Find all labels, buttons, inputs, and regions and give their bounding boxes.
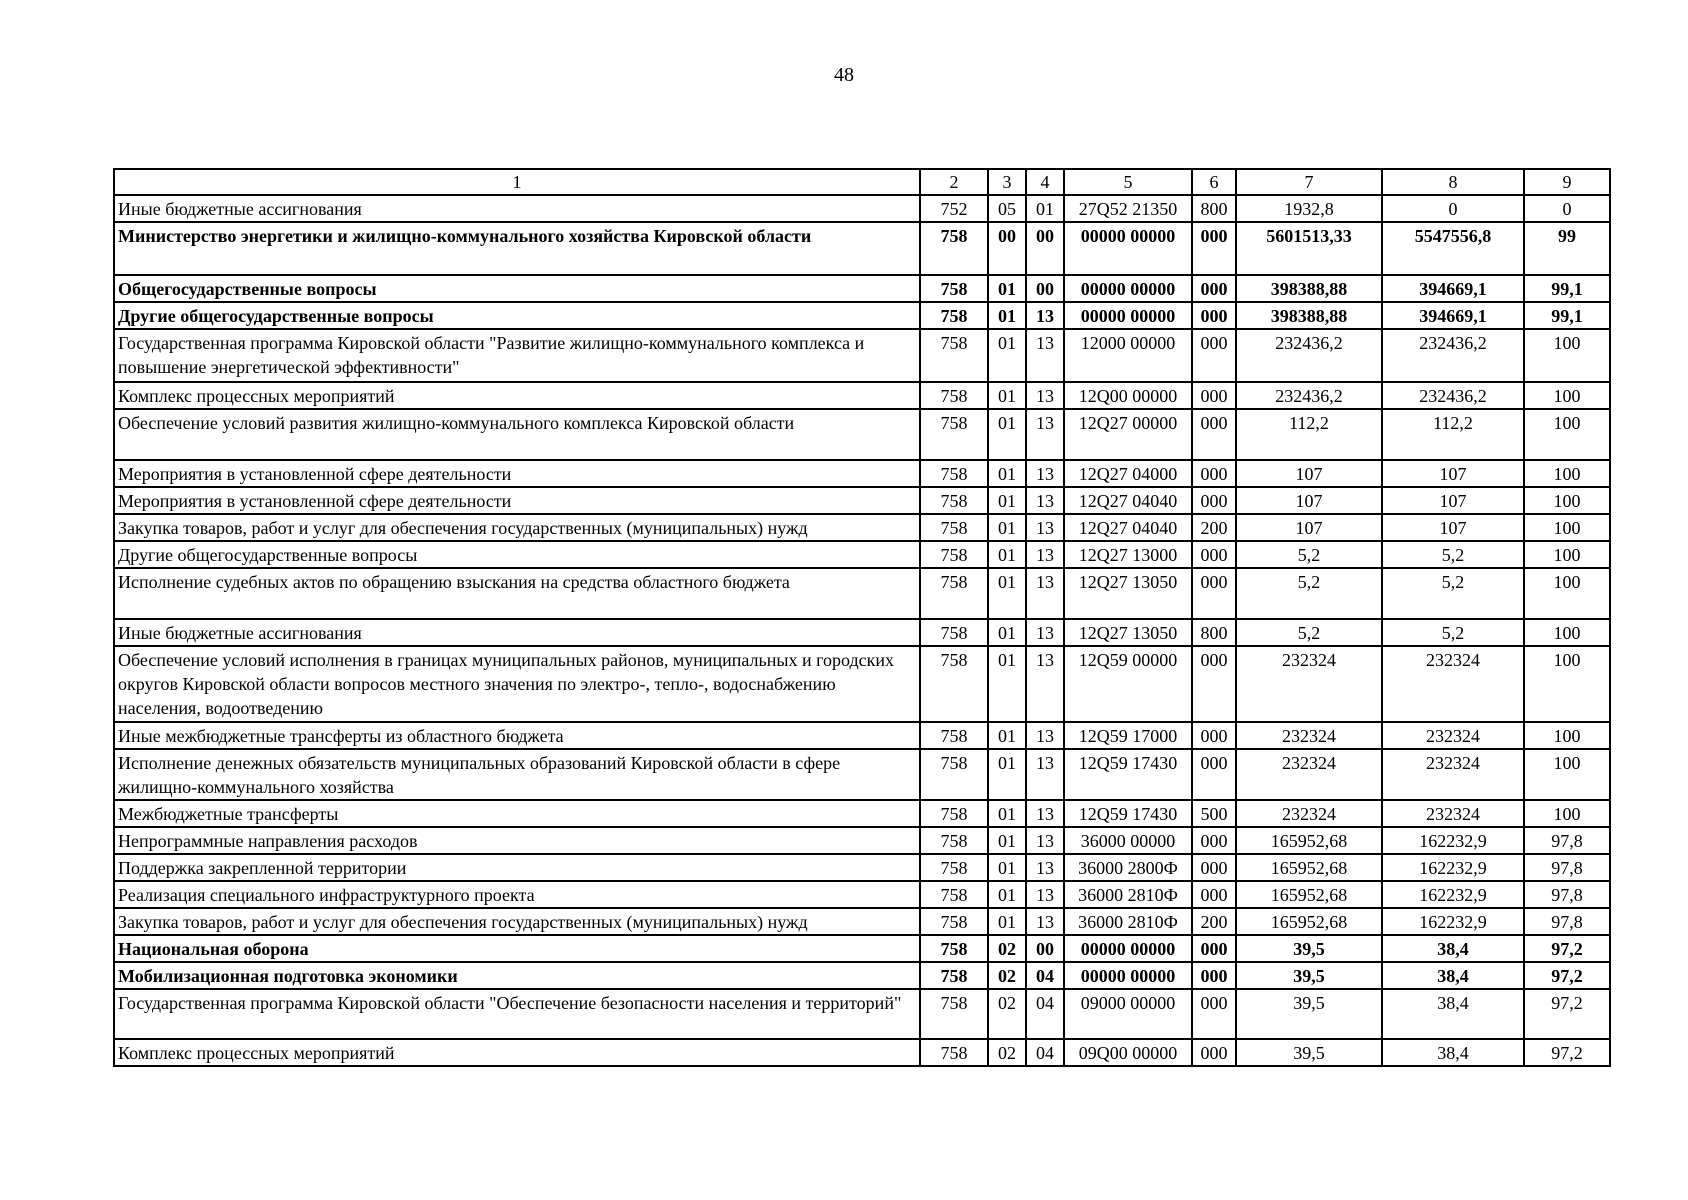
- row-name-cell: Иные бюджетные ассигнования: [114, 619, 920, 646]
- header-col-9: 9: [1524, 169, 1610, 195]
- row-subsection-cell: 13: [1026, 908, 1064, 935]
- row-admin-code-cell: 758: [920, 1039, 988, 1066]
- table-row: [114, 514, 1610, 541]
- row-name-cell: Обеспечение условий исполнения в границах муниципальных районов, муниципальных и городских округов Кировской области вопросов местного значения по электро-, тепло-, водоснабжению населения, водоотведению: [114, 646, 920, 722]
- row-target-article-cell: 00000 00000: [1064, 962, 1192, 989]
- row-admin-code-cell: 752: [920, 195, 988, 222]
- row-expense-type-cell: 000: [1192, 302, 1236, 329]
- row-percent-cell: 99: [1524, 222, 1610, 275]
- row-section-cell: 01: [988, 619, 1026, 646]
- row-target-article-cell: 12Q27 04040: [1064, 514, 1192, 541]
- table-row: [114, 460, 1610, 487]
- row-name-cell: Общегосударственные вопросы: [114, 275, 920, 302]
- row-expense-type-cell: 000: [1192, 409, 1236, 460]
- table-row: [114, 854, 1610, 881]
- row-executed-cell: 232324: [1382, 800, 1524, 827]
- row-name-cell: Комплекс процессных мероприятий: [114, 1039, 920, 1066]
- row-subsection-cell: 00: [1026, 935, 1064, 962]
- header-col-6: 6: [1192, 169, 1236, 195]
- row-expense-type-cell: 000: [1192, 222, 1236, 275]
- row-subsection-cell: 13: [1026, 827, 1064, 854]
- row-section-cell: 01: [988, 749, 1026, 800]
- row-name-cell: Другие общегосударственные вопросы: [114, 302, 920, 329]
- row-target-article-cell: 12Q27 00000: [1064, 409, 1192, 460]
- row-executed-cell: 107: [1382, 487, 1524, 514]
- row-percent-cell: 97,2: [1524, 989, 1610, 1039]
- row-admin-code-cell: 758: [920, 302, 988, 329]
- row-name-cell: Государственная программа Кировской области "Обеспечение безопасности населения и территорий": [114, 989, 920, 1039]
- row-section-cell: 01: [988, 568, 1026, 619]
- row-percent-cell: 97,2: [1524, 1039, 1610, 1066]
- row-percent-cell: 97,8: [1524, 854, 1610, 881]
- row-executed-cell: 394669,1: [1382, 302, 1524, 329]
- row-expense-type-cell: 000: [1192, 568, 1236, 619]
- header-col-4: 4: [1026, 169, 1064, 195]
- row-percent-cell: 97,8: [1524, 881, 1610, 908]
- row-planned-cell: 107: [1236, 514, 1382, 541]
- row-name-cell: Закупка товаров, работ и услуг для обеспечения государственных (муниципальных) нужд: [114, 514, 920, 541]
- row-admin-code-cell: 758: [920, 409, 988, 460]
- row-percent-cell: 100: [1524, 487, 1610, 514]
- row-name-cell: Иные межбюджетные трансферты из областного бюджета: [114, 722, 920, 749]
- row-subsection-cell: 13: [1026, 646, 1064, 722]
- row-percent-cell: 100: [1524, 460, 1610, 487]
- row-planned-cell: 232324: [1236, 800, 1382, 827]
- table-row: [114, 800, 1610, 827]
- row-planned-cell: 232324: [1236, 722, 1382, 749]
- row-name-cell: Реализация специального инфраструктурного проекта: [114, 881, 920, 908]
- row-planned-cell: 232436,2: [1236, 329, 1382, 382]
- row-percent-cell: 100: [1524, 619, 1610, 646]
- row-subsection-cell: 13: [1026, 854, 1064, 881]
- row-admin-code-cell: 758: [920, 646, 988, 722]
- row-subsection-cell: 04: [1026, 989, 1064, 1039]
- row-percent-cell: 100: [1524, 409, 1610, 460]
- table-row: [114, 749, 1610, 800]
- row-subsection-cell: 13: [1026, 881, 1064, 908]
- row-planned-cell: 232436,2: [1236, 382, 1382, 409]
- row-planned-cell: 107: [1236, 460, 1382, 487]
- row-percent-cell: 100: [1524, 382, 1610, 409]
- row-executed-cell: 5,2: [1382, 619, 1524, 646]
- table-row: [114, 962, 1610, 989]
- table-row: [114, 722, 1610, 749]
- row-planned-cell: 39,5: [1236, 935, 1382, 962]
- row-planned-cell: 5601513,33: [1236, 222, 1382, 275]
- row-expense-type-cell: 800: [1192, 195, 1236, 222]
- row-section-cell: 01: [988, 382, 1026, 409]
- row-section-cell: 01: [988, 460, 1026, 487]
- row-admin-code-cell: 758: [920, 722, 988, 749]
- row-subsection-cell: 13: [1026, 568, 1064, 619]
- row-target-article-cell: 12Q27 04040: [1064, 487, 1192, 514]
- row-expense-type-cell: 000: [1192, 749, 1236, 800]
- row-name-cell: Мобилизационная подготовка экономики: [114, 962, 920, 989]
- row-executed-cell: 394669,1: [1382, 275, 1524, 302]
- row-planned-cell: 165952,68: [1236, 908, 1382, 935]
- table-row: [114, 275, 1610, 302]
- row-section-cell: 02: [988, 989, 1026, 1039]
- row-target-article-cell: 00000 00000: [1064, 275, 1192, 302]
- row-target-article-cell: 12Q27 04000: [1064, 460, 1192, 487]
- row-admin-code-cell: 758: [920, 854, 988, 881]
- table-row: [114, 195, 1610, 222]
- row-percent-cell: 100: [1524, 646, 1610, 722]
- row-executed-cell: 232324: [1382, 646, 1524, 722]
- row-expense-type-cell: 000: [1192, 275, 1236, 302]
- row-expense-type-cell: 800: [1192, 619, 1236, 646]
- row-executed-cell: 112,2: [1382, 409, 1524, 460]
- row-executed-cell: 162232,9: [1382, 908, 1524, 935]
- table-row: [114, 329, 1610, 382]
- row-expense-type-cell: 000: [1192, 460, 1236, 487]
- row-subsection-cell: 13: [1026, 487, 1064, 514]
- row-executed-cell: 232324: [1382, 749, 1524, 800]
- row-name-cell: Иные бюджетные ассигнования: [114, 195, 920, 222]
- row-subsection-cell: 01: [1026, 195, 1064, 222]
- row-section-cell: 02: [988, 935, 1026, 962]
- row-planned-cell: 398388,88: [1236, 302, 1382, 329]
- row-executed-cell: 38,4: [1382, 989, 1524, 1039]
- row-admin-code-cell: 758: [920, 935, 988, 962]
- header-col-3: 3: [988, 169, 1026, 195]
- table-row: [114, 568, 1610, 619]
- row-subsection-cell: 13: [1026, 541, 1064, 568]
- row-expense-type-cell: 000: [1192, 827, 1236, 854]
- row-subsection-cell: 13: [1026, 382, 1064, 409]
- row-expense-type-cell: 200: [1192, 514, 1236, 541]
- row-executed-cell: 38,4: [1382, 935, 1524, 962]
- row-executed-cell: 162232,9: [1382, 881, 1524, 908]
- row-expense-type-cell: 000: [1192, 1039, 1236, 1066]
- row-section-cell: 01: [988, 881, 1026, 908]
- row-executed-cell: 0: [1382, 195, 1524, 222]
- table-row: [114, 935, 1610, 962]
- table-row: [114, 382, 1610, 409]
- row-name-cell: Непрограммные направления расходов: [114, 827, 920, 854]
- table-row: [114, 989, 1610, 1039]
- row-expense-type-cell: 000: [1192, 989, 1236, 1039]
- header-row: [114, 169, 1610, 195]
- row-section-cell: 00: [988, 222, 1026, 275]
- row-target-article-cell: 27Q52 21350: [1064, 195, 1192, 222]
- row-target-article-cell: 12Q59 17000: [1064, 722, 1192, 749]
- row-admin-code-cell: 758: [920, 568, 988, 619]
- row-admin-code-cell: 758: [920, 619, 988, 646]
- row-name-cell: Исполнение денежных обязательств муниципальных образований Кировской области в сфере жилищно-коммунального хозяйства: [114, 749, 920, 800]
- row-target-article-cell: 12Q59 00000: [1064, 646, 1192, 722]
- row-name-cell: Государственная программа Кировской области "Развитие жилищно-коммунального комплекса и повышение энергетической эффективности": [114, 329, 920, 382]
- row-admin-code-cell: 758: [920, 827, 988, 854]
- row-admin-code-cell: 758: [920, 989, 988, 1039]
- row-expense-type-cell: 000: [1192, 382, 1236, 409]
- row-target-article-cell: 12000 00000: [1064, 329, 1192, 382]
- row-admin-code-cell: 758: [920, 329, 988, 382]
- header-col-2: 2: [920, 169, 988, 195]
- row-planned-cell: 39,5: [1236, 1039, 1382, 1066]
- budget-table: [113, 168, 1611, 1067]
- row-target-article-cell: 36000 2810Ф: [1064, 908, 1192, 935]
- header-col-8: 8: [1382, 169, 1524, 195]
- row-name-cell: Мероприятия в установленной сфере деятельности: [114, 460, 920, 487]
- header-col-1: 1: [114, 169, 920, 195]
- row-target-article-cell: 36000 2810Ф: [1064, 881, 1192, 908]
- row-executed-cell: 232436,2: [1382, 329, 1524, 382]
- row-executed-cell: 107: [1382, 514, 1524, 541]
- row-expense-type-cell: 200: [1192, 908, 1236, 935]
- row-expense-type-cell: 000: [1192, 646, 1236, 722]
- row-planned-cell: 5,2: [1236, 541, 1382, 568]
- row-subsection-cell: 13: [1026, 619, 1064, 646]
- row-subsection-cell: 00: [1026, 275, 1064, 302]
- row-target-article-cell: 12Q59 17430: [1064, 800, 1192, 827]
- row-planned-cell: 112,2: [1236, 409, 1382, 460]
- header-col-5: 5: [1064, 169, 1192, 195]
- row-admin-code-cell: 758: [920, 487, 988, 514]
- row-target-article-cell: 12Q27 13050: [1064, 568, 1192, 619]
- row-expense-type-cell: 000: [1192, 881, 1236, 908]
- row-expense-type-cell: 000: [1192, 722, 1236, 749]
- row-executed-cell: 38,4: [1382, 1039, 1524, 1066]
- row-expense-type-cell: 000: [1192, 541, 1236, 568]
- row-name-cell: Закупка товаров, работ и услуг для обеспечения государственных (муниципальных) нужд: [114, 908, 920, 935]
- row-subsection-cell: 13: [1026, 722, 1064, 749]
- row-admin-code-cell: 758: [920, 908, 988, 935]
- row-percent-cell: 97,8: [1524, 908, 1610, 935]
- row-name-cell: Комплекс процессных мероприятий: [114, 382, 920, 409]
- row-name-cell: Министерство энергетики и жилищно-коммунального хозяйства Кировской области: [114, 222, 920, 275]
- row-target-article-cell: 12Q00 00000: [1064, 382, 1192, 409]
- page-number: 48: [834, 64, 854, 86]
- table-row: [114, 302, 1610, 329]
- row-executed-cell: 162232,9: [1382, 827, 1524, 854]
- row-percent-cell: 100: [1524, 800, 1610, 827]
- row-planned-cell: 39,5: [1236, 962, 1382, 989]
- row-executed-cell: 232436,2: [1382, 382, 1524, 409]
- row-planned-cell: 165952,68: [1236, 827, 1382, 854]
- row-admin-code-cell: 758: [920, 541, 988, 568]
- row-name-cell: Другие общегосударственные вопросы: [114, 541, 920, 568]
- row-planned-cell: 5,2: [1236, 568, 1382, 619]
- row-subsection-cell: 13: [1026, 302, 1064, 329]
- row-expense-type-cell: 500: [1192, 800, 1236, 827]
- row-planned-cell: 1932,8: [1236, 195, 1382, 222]
- row-percent-cell: 100: [1524, 514, 1610, 541]
- table-body: [114, 195, 1610, 1066]
- row-subsection-cell: 13: [1026, 460, 1064, 487]
- row-target-article-cell: 12Q59 17430: [1064, 749, 1192, 800]
- row-subsection-cell: 13: [1026, 749, 1064, 800]
- row-name-cell: Обеспечение условий развития жилищно-коммунального комплекса Кировской области: [114, 409, 920, 460]
- row-percent-cell: 97,2: [1524, 935, 1610, 962]
- row-percent-cell: 99,1: [1524, 302, 1610, 329]
- row-target-article-cell: 12Q27 13000: [1064, 541, 1192, 568]
- row-admin-code-cell: 758: [920, 275, 988, 302]
- row-section-cell: 05: [988, 195, 1026, 222]
- row-executed-cell: 162232,9: [1382, 854, 1524, 881]
- row-percent-cell: 100: [1524, 722, 1610, 749]
- row-section-cell: 01: [988, 409, 1026, 460]
- row-percent-cell: 0: [1524, 195, 1610, 222]
- row-admin-code-cell: 758: [920, 222, 988, 275]
- row-name-cell: Поддержка закрепленной территории: [114, 854, 920, 881]
- row-admin-code-cell: 758: [920, 382, 988, 409]
- row-section-cell: 01: [988, 302, 1026, 329]
- table-row: [114, 908, 1610, 935]
- row-executed-cell: 5,2: [1382, 541, 1524, 568]
- row-executed-cell: 38,4: [1382, 962, 1524, 989]
- row-executed-cell: 5547556,8: [1382, 222, 1524, 275]
- row-subsection-cell: 13: [1026, 329, 1064, 382]
- row-planned-cell: 398388,88: [1236, 275, 1382, 302]
- row-section-cell: 01: [988, 514, 1026, 541]
- row-section-cell: 02: [988, 962, 1026, 989]
- row-planned-cell: 165952,68: [1236, 881, 1382, 908]
- row-percent-cell: 100: [1524, 568, 1610, 619]
- row-expense-type-cell: 000: [1192, 854, 1236, 881]
- row-section-cell: 01: [988, 487, 1026, 514]
- row-planned-cell: 232324: [1236, 646, 1382, 722]
- row-section-cell: 01: [988, 722, 1026, 749]
- table-row: [114, 222, 1610, 275]
- row-section-cell: 01: [988, 329, 1026, 382]
- table-row: [114, 619, 1610, 646]
- table-row: [114, 487, 1610, 514]
- table-row: [114, 881, 1610, 908]
- row-planned-cell: 5,2: [1236, 619, 1382, 646]
- row-name-cell: Мероприятия в установленной сфере деятельности: [114, 487, 920, 514]
- row-subsection-cell: 00: [1026, 222, 1064, 275]
- row-admin-code-cell: 758: [920, 514, 988, 541]
- row-subsection-cell: 04: [1026, 962, 1064, 989]
- table-row: [114, 541, 1610, 568]
- row-target-article-cell: 00000 00000: [1064, 222, 1192, 275]
- row-expense-type-cell: 000: [1192, 487, 1236, 514]
- row-subsection-cell: 13: [1026, 800, 1064, 827]
- row-target-article-cell: 00000 00000: [1064, 302, 1192, 329]
- row-admin-code-cell: 758: [920, 881, 988, 908]
- row-target-article-cell: 09000 00000: [1064, 989, 1192, 1039]
- row-target-article-cell: 09Q00 00000: [1064, 1039, 1192, 1066]
- row-executed-cell: 232324: [1382, 722, 1524, 749]
- row-target-article-cell: 00000 00000: [1064, 935, 1192, 962]
- row-percent-cell: 100: [1524, 749, 1610, 800]
- row-executed-cell: 107: [1382, 460, 1524, 487]
- row-admin-code-cell: 758: [920, 800, 988, 827]
- row-section-cell: 01: [988, 541, 1026, 568]
- row-expense-type-cell: 000: [1192, 935, 1236, 962]
- row-name-cell: Национальная оборона: [114, 935, 920, 962]
- row-admin-code-cell: 758: [920, 962, 988, 989]
- table-row: [114, 409, 1610, 460]
- row-target-article-cell: 36000 2800Ф: [1064, 854, 1192, 881]
- row-planned-cell: 107: [1236, 487, 1382, 514]
- row-percent-cell: 100: [1524, 329, 1610, 382]
- row-subsection-cell: 04: [1026, 1039, 1064, 1066]
- table-row: [114, 827, 1610, 854]
- header-col-7: 7: [1236, 169, 1382, 195]
- row-percent-cell: 100: [1524, 541, 1610, 568]
- row-expense-type-cell: 000: [1192, 329, 1236, 382]
- row-section-cell: 01: [988, 275, 1026, 302]
- row-section-cell: 01: [988, 854, 1026, 881]
- row-target-article-cell: 36000 00000: [1064, 827, 1192, 854]
- row-planned-cell: 165952,68: [1236, 854, 1382, 881]
- table-row: [114, 646, 1610, 722]
- row-planned-cell: 39,5: [1236, 989, 1382, 1039]
- row-percent-cell: 97,8: [1524, 827, 1610, 854]
- row-expense-type-cell: 000: [1192, 962, 1236, 989]
- row-section-cell: 01: [988, 827, 1026, 854]
- table-row: [114, 1039, 1610, 1066]
- row-subsection-cell: 13: [1026, 514, 1064, 541]
- row-planned-cell: 232324: [1236, 749, 1382, 800]
- row-admin-code-cell: 758: [920, 460, 988, 487]
- row-section-cell: 02: [988, 1039, 1026, 1066]
- row-admin-code-cell: 758: [920, 749, 988, 800]
- row-section-cell: 01: [988, 646, 1026, 722]
- row-subsection-cell: 13: [1026, 409, 1064, 460]
- row-section-cell: 01: [988, 800, 1026, 827]
- row-name-cell: Межбюджетные трансферты: [114, 800, 920, 827]
- row-name-cell: Исполнение судебных актов по обращению взыскания на средства областного бюджета: [114, 568, 920, 619]
- row-executed-cell: 5,2: [1382, 568, 1524, 619]
- row-percent-cell: 97,2: [1524, 962, 1610, 989]
- row-target-article-cell: 12Q27 13050: [1064, 619, 1192, 646]
- row-section-cell: 01: [988, 908, 1026, 935]
- row-percent-cell: 99,1: [1524, 275, 1610, 302]
